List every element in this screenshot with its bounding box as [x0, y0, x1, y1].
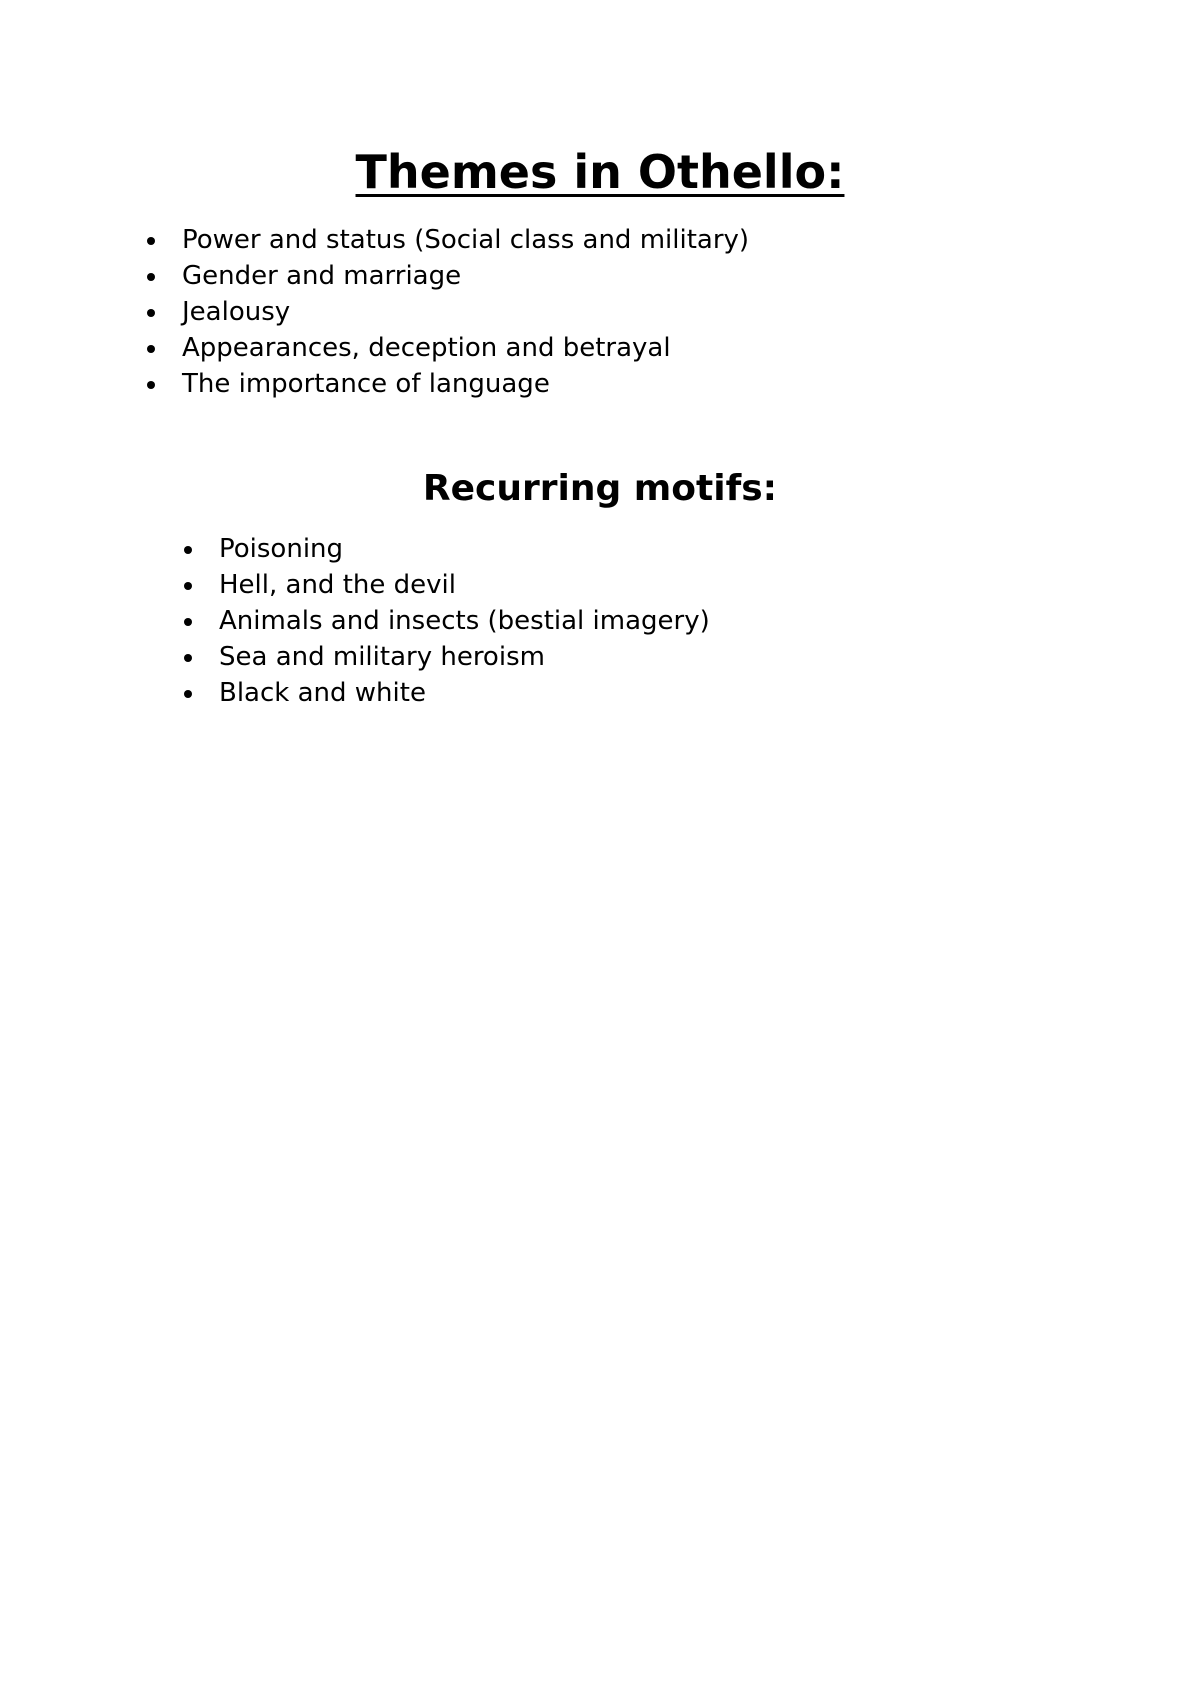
list-item: Black and white: [219, 675, 710, 711]
list-item: The importance of language: [182, 366, 749, 402]
list-item: Hell, and the devil: [219, 567, 710, 603]
list-item: Jealousy: [182, 294, 749, 330]
motifs-heading: Recurring motifs:: [422, 468, 778, 509]
motifs-list: [219, 531, 710, 711]
list-item: Sea and military heroism: [219, 639, 710, 675]
page-title: Themes in Othello:: [355, 145, 845, 199]
list-item: Poisoning: [219, 531, 710, 567]
list-item: Animals and insects (bestial imagery): [219, 603, 710, 639]
list-item: Appearances, deception and betrayal: [182, 330, 749, 366]
themes-list: [182, 222, 749, 402]
list-item: Power and status (Social class and military): [182, 222, 749, 258]
list-item: Gender and marriage: [182, 258, 749, 294]
